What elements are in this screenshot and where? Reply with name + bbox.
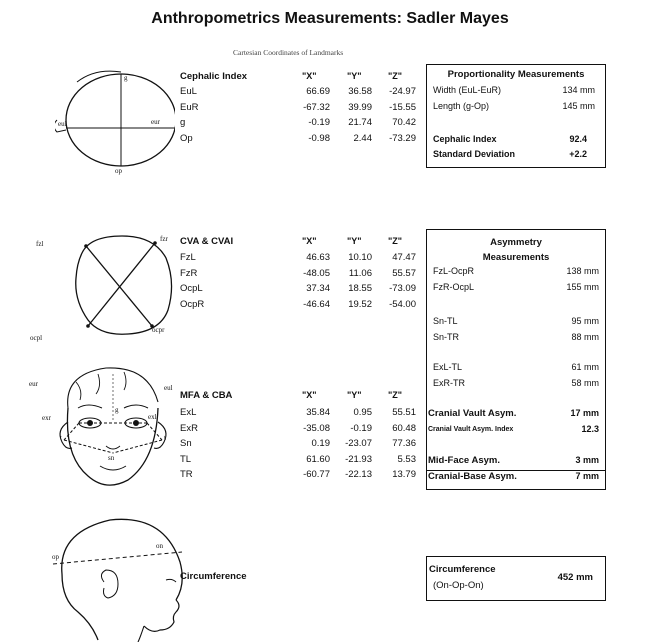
cell-x: -35.08: [303, 422, 330, 434]
label-g: g: [115, 406, 119, 414]
sn-tr-value: 88 mm: [571, 332, 599, 342]
mfa-y-col: [320, 405, 372, 483]
exr-tr-label: ExR-TR: [433, 378, 465, 388]
exl-tl-label: ExL-TL: [433, 362, 463, 372]
label-exl: exl: [148, 413, 157, 421]
mfa-value: 3 mm: [575, 455, 599, 465]
row-label: Op: [180, 132, 193, 144]
cell-z: 60.48: [392, 422, 416, 434]
row-label: FzR: [180, 267, 198, 279]
cell-z: 70.42: [392, 117, 416, 128]
col-y-header: "Y": [347, 236, 362, 246]
cell-y: -21.93: [345, 453, 372, 465]
cell-x: -0.98: [308, 132, 330, 144]
cell-x: -48.05: [303, 267, 330, 279]
cell-x: -60.77: [303, 469, 330, 480]
proportionality-box: [426, 64, 606, 168]
cell-y: 18.55: [348, 283, 372, 294]
cva-heading: CVA & CVAI: [180, 236, 234, 247]
cephalic-index-label: Cephalic Index: [433, 134, 497, 144]
asymmetry-title: [427, 235, 605, 265]
row-label: OcpR: [180, 298, 205, 310]
cell-x: 61.60: [306, 453, 330, 465]
label-exr: exr: [42, 414, 51, 422]
cephalic-z-col: [366, 84, 416, 146]
label-ocpr: ocpr: [152, 326, 165, 334]
face-diagram: [28, 360, 183, 500]
circumference-sublabel: (On-Op-On): [433, 580, 484, 591]
cell-x: 35.84: [306, 407, 330, 418]
label-eul: eul: [164, 384, 173, 392]
cva-head-diagram: [30, 228, 180, 348]
cva-z-col: [366, 250, 416, 312]
cell-z: -73.09: [389, 283, 416, 294]
row-label: ExR: [180, 422, 198, 434]
diagram-stroke: [78, 405, 102, 408]
label-eul: eul: [58, 120, 67, 128]
cell-z: 55.57: [392, 267, 416, 279]
row-label: g: [180, 117, 186, 128]
cephalic-index-value: 92.4: [569, 134, 587, 144]
diagram-stroke: [153, 241, 157, 245]
cvai-value: 12.3: [581, 424, 599, 434]
col-x-header: "X": [302, 71, 317, 81]
row-label: TL: [180, 453, 192, 465]
cell-x: 66.69: [306, 86, 330, 97]
diagram-stroke: [64, 423, 79, 440]
label-g: g: [124, 74, 128, 82]
cba-label: Cranial-Base Asym.: [428, 471, 517, 482]
diagram-stroke: [101, 570, 118, 598]
row-label: Sn: [180, 438, 192, 449]
cell-z: -73.29: [389, 132, 416, 144]
cba-value: 7 mm: [575, 471, 599, 481]
cell-y: -23.07: [345, 438, 372, 449]
diagram-stroke: [113, 440, 162, 453]
cell-x: -46.64: [303, 298, 330, 310]
width-value: 134 mm: [562, 85, 595, 95]
length-label: Length (g-Op): [433, 101, 490, 111]
cell-y: 19.52: [348, 298, 372, 310]
cell-x: 46.63: [306, 252, 330, 263]
cephalic-y-col: [320, 84, 372, 146]
diagram-stroke: [84, 244, 88, 248]
cell-x: -67.32: [303, 101, 330, 113]
circumference-label: Circumference: [429, 564, 496, 575]
cell-y: 39.99: [348, 101, 372, 113]
exr-tr-value: 58 mm: [571, 378, 599, 388]
label-fzl: fzl: [36, 240, 44, 248]
diagram-stroke: [53, 552, 182, 564]
sn-tr-label: Sn-TR: [433, 332, 460, 342]
fzr-ocpl-value: 155 mm: [566, 282, 599, 292]
cell-z: -54.00: [389, 298, 416, 310]
asymmetry-divider: [427, 470, 605, 471]
coordinates-subtitle: Cartesian Coordinates of Landmarks: [233, 48, 344, 57]
cell-x: -0.19: [308, 117, 330, 128]
diagram-stroke: [62, 519, 183, 600]
row-label: TR: [180, 469, 193, 480]
fzl-ocpr-label: FzL-OcpR: [433, 266, 475, 276]
cell-z: 5.53: [397, 453, 416, 465]
row-label: ExL: [180, 407, 197, 418]
cell-z: -24.97: [389, 86, 416, 97]
cva-y-col: [320, 250, 372, 312]
diagram-stroke: [86, 324, 90, 328]
profile-head-diagram: [48, 512, 188, 642]
col-z-header: "Z": [388, 71, 403, 81]
diagram-stroke: [138, 626, 144, 642]
label-ocpl: ocpl: [30, 334, 43, 342]
label-sn: sn: [108, 454, 115, 462]
col-x-header: "X": [302, 390, 317, 400]
page-title: Anthropometrics Measurements: Sadler Mayes: [151, 10, 509, 27]
col-z-header: "Z": [388, 390, 403, 400]
circumference-heading: Circumference: [180, 571, 247, 582]
cell-z: 55.51: [392, 407, 416, 418]
row-label: FzL: [180, 252, 196, 263]
label-t-right: t: [60, 434, 62, 442]
std-dev-value: +2.2: [569, 149, 587, 159]
diagram-stroke: [144, 600, 179, 631]
diagram-stroke: [100, 466, 126, 470]
proportionality-title: Proportionality Measurements: [447, 69, 585, 80]
diagram-stroke: [62, 574, 98, 640]
cell-z: 77.36: [392, 438, 416, 449]
width-label: Width (EuL-EuR): [433, 85, 502, 95]
row-label: EuR: [180, 101, 199, 113]
circumference-box: [426, 556, 606, 601]
diagram-stroke: [106, 446, 120, 449]
cell-z: 13.79: [392, 469, 416, 480]
cell-y: 0.95: [353, 407, 372, 418]
mfa-label: Mid-Face Asym.: [428, 455, 500, 466]
cell-y: 2.44: [353, 132, 372, 144]
label-t-left: t: [164, 434, 166, 442]
diagram-stroke: [88, 243, 155, 326]
circumference-value: 452 mm: [557, 572, 593, 583]
asymmetry-title-line1: Asymmetry: [490, 237, 542, 248]
diagram-stroke: [166, 579, 176, 582]
diagram-stroke: [124, 405, 148, 408]
asymmetry-box: [426, 229, 606, 490]
mfa-z-col: [366, 405, 416, 483]
sn-tl-value: 95 mm: [571, 316, 599, 326]
cell-y: -0.19: [350, 422, 372, 434]
cell-y: -22.13: [345, 469, 372, 480]
label-op: op: [52, 553, 59, 561]
fzl-ocpr-value: 138 mm: [566, 266, 599, 276]
col-x-header: "X": [302, 236, 317, 246]
cvai-label: Cranial Vault Asym. Index: [428, 426, 514, 433]
cell-x: 0.19: [311, 438, 330, 449]
label-eur: eur: [29, 380, 38, 388]
label-eur: eur: [151, 118, 160, 126]
sn-tl-label: Sn-TL: [433, 316, 458, 326]
cva-label: Cranial Vault Asym.: [428, 408, 517, 419]
col-y-header: "Y": [347, 71, 362, 81]
row-label: EuL: [180, 86, 197, 97]
cva-value: 17 mm: [570, 408, 599, 418]
cephalic-index-heading: Cephalic Index: [180, 71, 248, 82]
label-on: on: [156, 542, 163, 550]
col-y-header: "Y": [347, 390, 362, 400]
label-fzr: fzr: [160, 235, 168, 243]
std-dev-label: Standard Deviation: [433, 149, 516, 159]
cell-x: 37.34: [306, 283, 330, 294]
cephalic-head-diagram: [55, 60, 175, 175]
cell-z: 47.47: [392, 252, 416, 263]
row-label: OcpL: [180, 283, 203, 294]
cell-y: 36.58: [348, 86, 372, 97]
mfa-heading: MFA & CBA: [180, 390, 233, 401]
cell-z: -15.55: [389, 101, 416, 113]
label-op: op: [115, 167, 122, 175]
cell-y: 11.06: [348, 267, 372, 279]
cell-y: 10.10: [348, 252, 372, 263]
fzr-ocpl-label: FzR-OcpL: [433, 282, 475, 292]
asymmetry-title-line2: Measurements: [482, 252, 550, 263]
exl-tl-value: 61 mm: [571, 362, 599, 372]
length-value: 145 mm: [562, 101, 595, 111]
cell-y: 21.74: [348, 117, 372, 128]
col-z-header: "Z": [388, 236, 403, 246]
diagram-stroke: [76, 372, 126, 400]
diagram-stroke: [77, 71, 121, 82]
